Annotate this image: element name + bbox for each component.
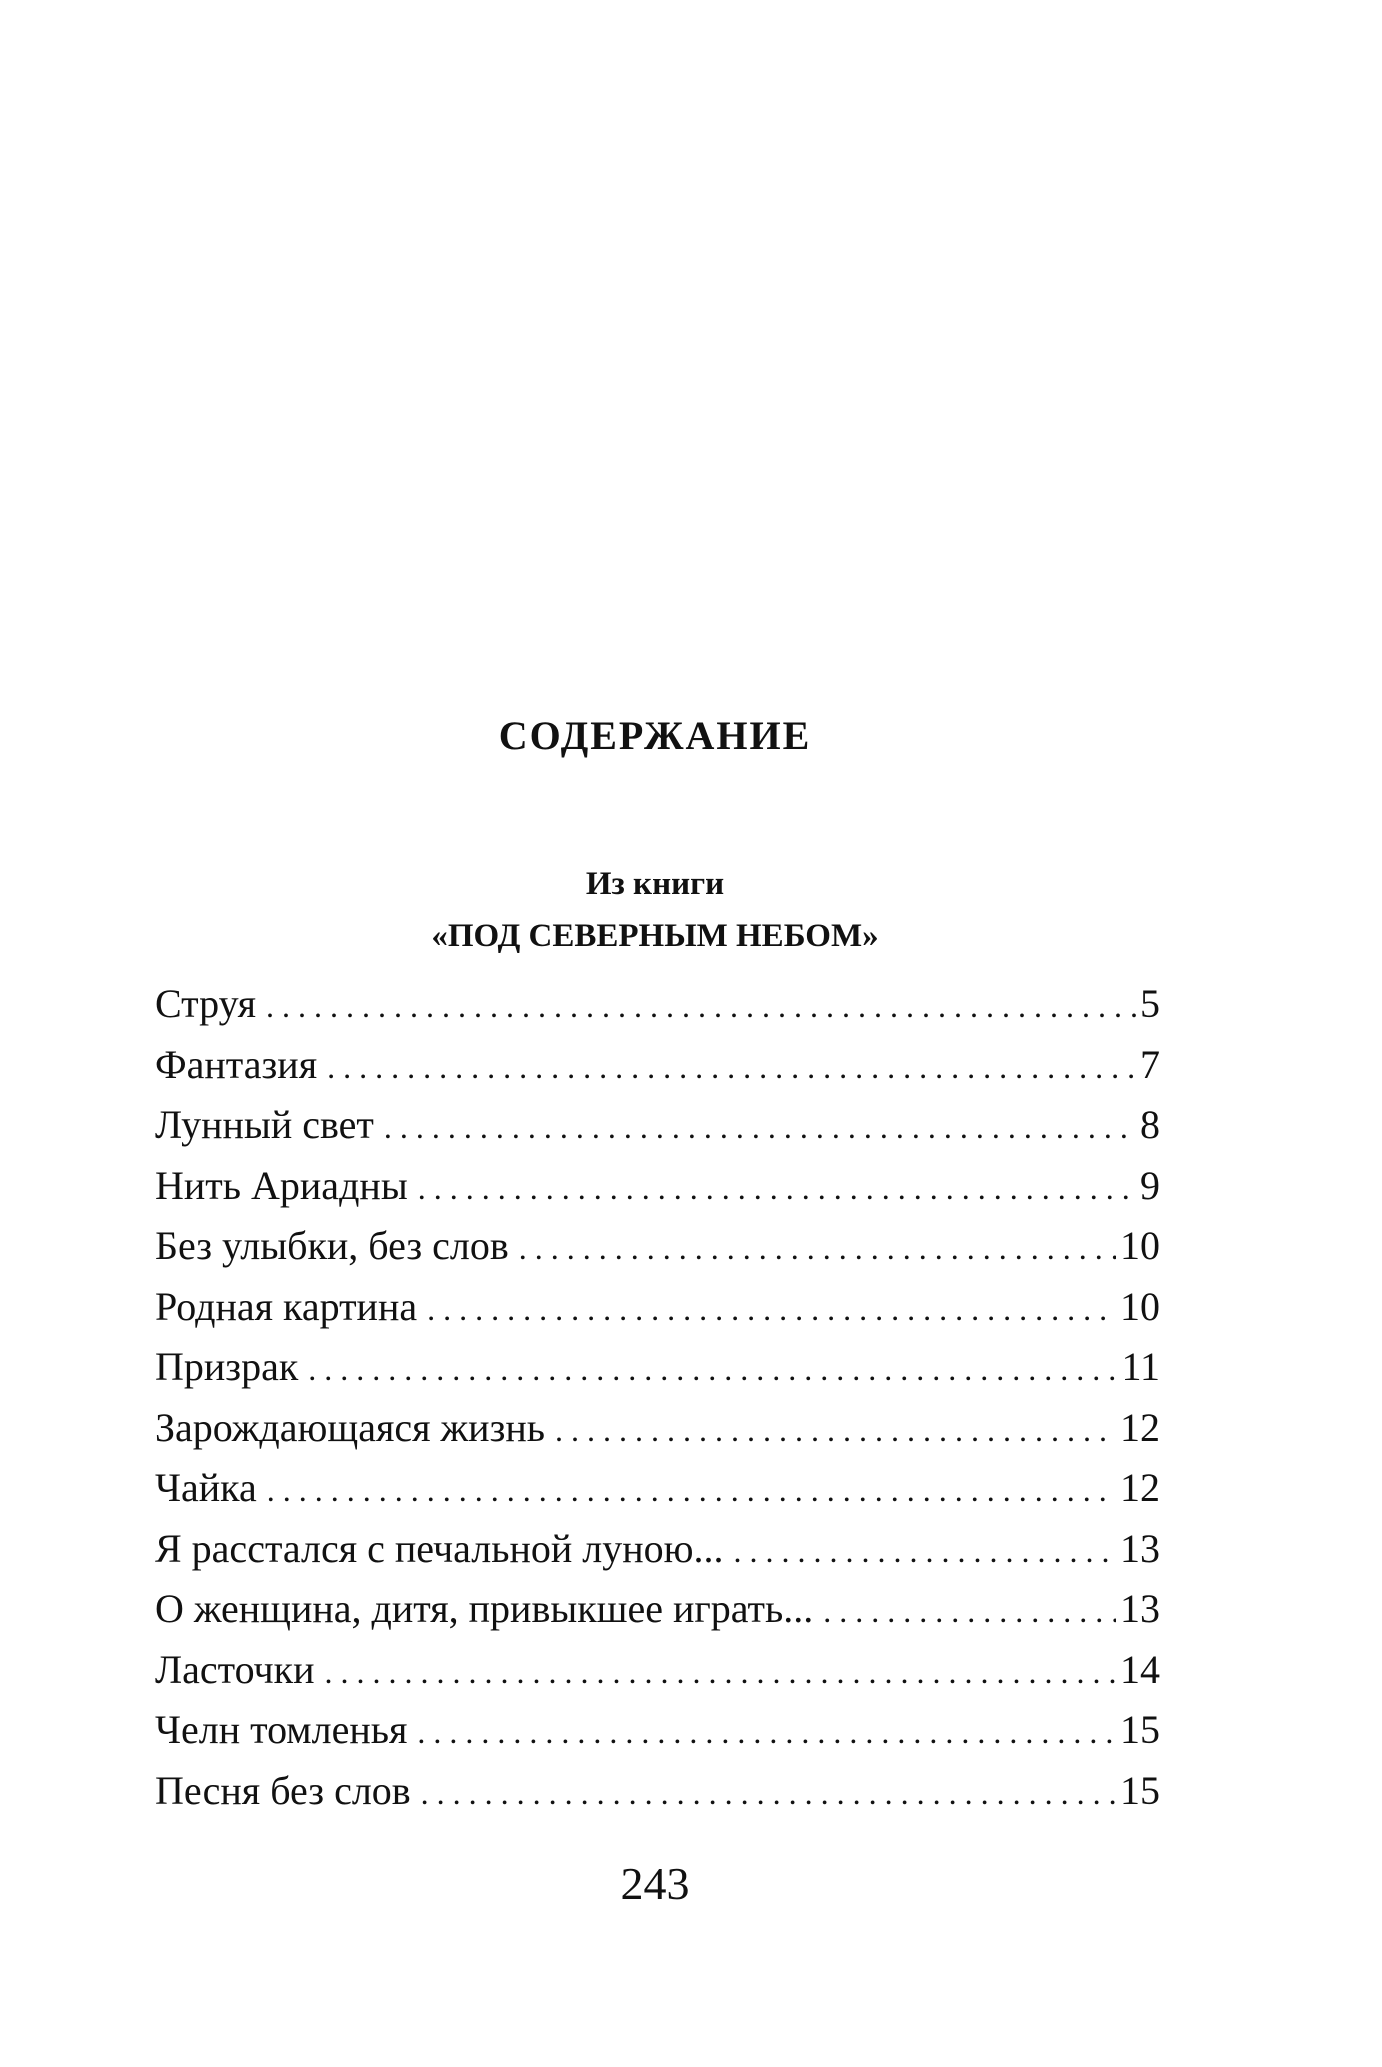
toc-entry[interactable] bbox=[155, 1761, 1160, 1822]
toc-entry[interactable] bbox=[155, 1458, 1160, 1519]
section-heading-line1: Из книги bbox=[585, 866, 725, 902]
toc-entry-page: 13 bbox=[1120, 1586, 1160, 1631]
dot-leader bbox=[417, 1702, 1116, 1761]
dot-leader bbox=[823, 1581, 1116, 1640]
dot-leader bbox=[384, 1097, 1136, 1156]
toc-entry-page: 13 bbox=[1120, 1525, 1160, 1571]
toc-entry-page: 12 bbox=[1120, 1465, 1160, 1510]
dot-leader bbox=[519, 1218, 1116, 1277]
toc-entry[interactable] bbox=[155, 1579, 1160, 1640]
toc-entry[interactable] bbox=[155, 1398, 1160, 1459]
dot-leader bbox=[327, 1037, 1136, 1096]
table-of-contents bbox=[155, 974, 1160, 1821]
toc-entry-page: 11 bbox=[1121, 1344, 1160, 1389]
toc-entry-title: Родная картина bbox=[155, 1283, 418, 1329]
toc-entry[interactable] bbox=[155, 1216, 1160, 1277]
toc-entry[interactable] bbox=[155, 1640, 1160, 1701]
page-number: 243 bbox=[620, 1858, 690, 1909]
toc-entry-title: Чайка bbox=[155, 1465, 257, 1510]
toc-entry-title: Я расстался с печальной луною... bbox=[155, 1525, 724, 1571]
toc-entry-page: 8 bbox=[1140, 1102, 1160, 1147]
section-heading-book-title: «ПОД СЕВЕРНЫМ НЕБОМ» bbox=[431, 918, 879, 954]
dot-leader bbox=[266, 976, 1136, 1035]
toc-entry-page: 15 bbox=[1120, 1767, 1160, 1813]
toc-entry[interactable] bbox=[155, 1519, 1160, 1580]
toc-entry-page: 10 bbox=[1120, 1283, 1160, 1329]
toc-entry-page: 7 bbox=[1140, 1041, 1160, 1087]
toc-entry-title: О женщина, дитя, привыкшее играть... bbox=[155, 1586, 814, 1631]
toc-entry-title: Челн томленья bbox=[155, 1707, 408, 1752]
toc-entry-title: Без улыбки, без слов bbox=[155, 1223, 509, 1268]
toc-entry-title: Струя bbox=[155, 981, 256, 1026]
toc-entry-page: 10 bbox=[1120, 1223, 1160, 1268]
toc-entry-page: 15 bbox=[1120, 1707, 1160, 1752]
toc-entry[interactable] bbox=[155, 1277, 1160, 1338]
dot-leader bbox=[734, 1521, 1116, 1580]
dot-leader bbox=[555, 1400, 1116, 1459]
dot-leader bbox=[418, 1158, 1136, 1217]
toc-entry-page: 14 bbox=[1120, 1646, 1160, 1692]
toc-entry-page: 5 bbox=[1140, 981, 1160, 1026]
toc-entry-title: Песня без слов bbox=[155, 1767, 411, 1813]
toc-entry-page: 9 bbox=[1140, 1162, 1160, 1208]
toc-entry[interactable] bbox=[155, 1700, 1160, 1761]
toc-entry-title: Лунный свет bbox=[155, 1102, 374, 1147]
toc-entry[interactable] bbox=[155, 1095, 1160, 1156]
section-heading bbox=[0, 858, 1310, 962]
toc-entry-title: Призрак bbox=[155, 1344, 299, 1389]
dot-leader bbox=[325, 1642, 1116, 1701]
toc-entry[interactable] bbox=[155, 974, 1160, 1035]
toc-entry-title: Фантазия bbox=[155, 1041, 318, 1087]
dot-leader bbox=[427, 1279, 1116, 1338]
dot-leader bbox=[267, 1460, 1116, 1519]
toc-entry[interactable] bbox=[155, 1337, 1160, 1398]
toc-entry[interactable] bbox=[155, 1156, 1160, 1217]
toc-entry-title: Зарождающаяся жизнь bbox=[155, 1404, 546, 1450]
dot-leader bbox=[421, 1763, 1116, 1822]
dot-leader bbox=[308, 1339, 1117, 1398]
toc-entry[interactable] bbox=[155, 1035, 1160, 1096]
page-title: СОДЕРЖАНИЕ bbox=[498, 713, 812, 758]
toc-entry-title: Ласточки bbox=[155, 1646, 315, 1692]
toc-entry-title: Нить Ариадны bbox=[155, 1162, 408, 1208]
toc-entry-page: 12 bbox=[1120, 1404, 1160, 1450]
